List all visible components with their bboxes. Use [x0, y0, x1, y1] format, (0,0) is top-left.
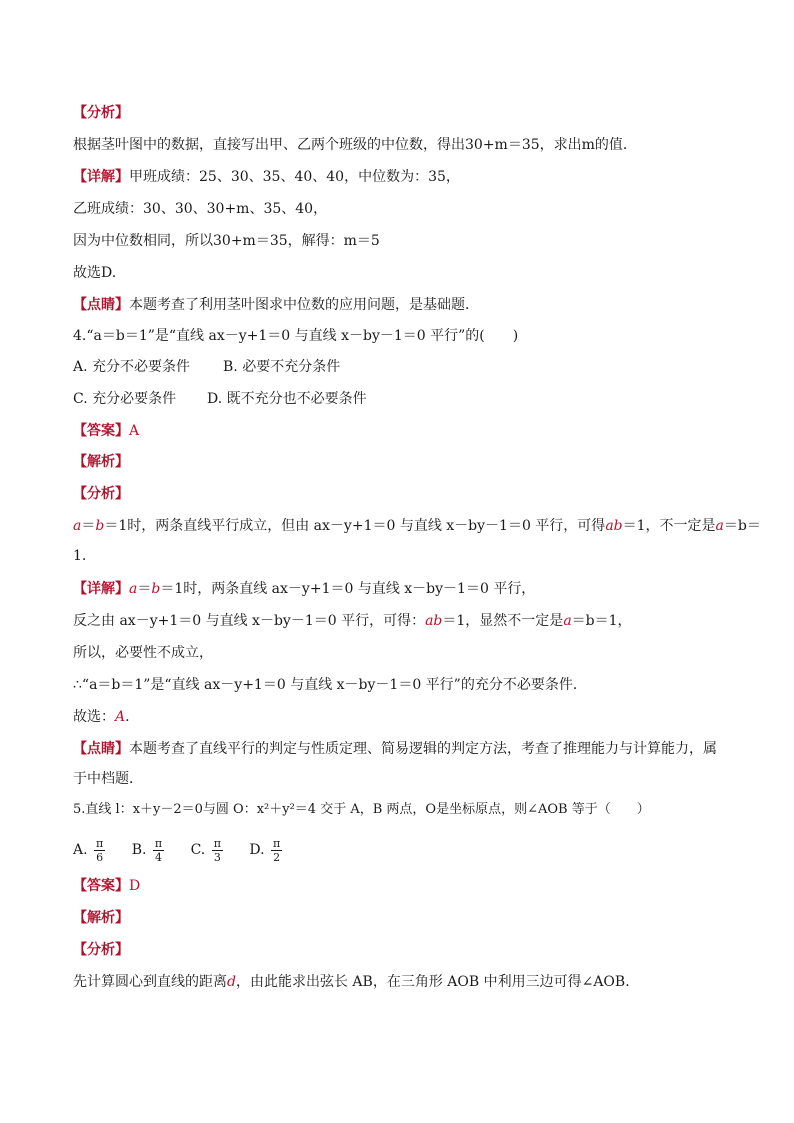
q4-detail-line-1 [73, 579, 535, 599]
q4-detail-line-4: ∴“a＝b＝1”是“直线 ax－y+1＝0 与直线 x－by－1＝0 平行”的充分不必要条件． [73, 677, 587, 693]
q5-stem: 5.直线 l：x＋y－2＝0与圆 O：x²＋y²＝4 交于 A，B 两点，O是坐标原点，则∠AOB 等于（ ） [73, 802, 650, 817]
fraction [153, 837, 164, 864]
detail-text-part: ＝b＝1， [571, 613, 632, 629]
q4-option-d: D. 既不充分也不必要条件 [207, 391, 367, 407]
q5-answer-tag: 【答案】 [73, 878, 129, 894]
fraction [271, 837, 282, 864]
var-a: a [715, 518, 724, 534]
detail-text-part: ＝1，显然不一定是 [442, 613, 564, 629]
detail-line-1 [73, 167, 460, 187]
fraction-denominator: 3 [213, 850, 221, 864]
q4-option-c: C. 充分必要条件 [73, 391, 177, 407]
var-a: a [563, 613, 572, 629]
analysis-text-part: ＝1时，两条直线平行成立，但由 ax－y+1＝0 与直线 x－by－1＝0 平行，可得 [104, 518, 606, 534]
var-b: b [95, 518, 105, 534]
q4-analysis-line-1 [73, 516, 761, 536]
fraction [94, 837, 105, 864]
detail-line-4: 故选D. [73, 265, 117, 281]
q5-answer-value: D [129, 878, 141, 894]
var-d: d [227, 974, 236, 990]
var-b: b [151, 581, 161, 597]
detail-line-3: 因为中位数相同，所以30+m＝35，解得：m＝5 [73, 233, 380, 249]
q4-comment-text: 本题考查了直线平行的判定与性质定理、简易逻辑的判定方法，考查了推理能力与计算能力，属 [129, 741, 717, 757]
q4-option-a: A. 充分不必要条件 [73, 359, 191, 375]
q5-option-a-label: A. [73, 842, 88, 858]
fraction-numerator: π [273, 836, 281, 850]
detail-text: 甲班成绩：25、30、35、40、40，中位数为：35， [129, 169, 460, 185]
q5-option-a [73, 836, 112, 864]
var-a: a [73, 518, 82, 534]
q4-detail-line-5 [73, 707, 130, 727]
var-ab: ab [605, 518, 623, 534]
analysis-text-part: ＝b＝ [723, 518, 761, 534]
q4-answer-tag: 【答案】 [73, 423, 129, 439]
q5-explanation-heading [73, 908, 129, 928]
comment-text: 本题考查了利用茎叶图求中位数的应用问题，是基础题． [129, 297, 479, 313]
q5-option-c [190, 836, 230, 864]
fraction-denominator: 4 [155, 850, 163, 864]
q4-comment-tag: 【点睛】 [73, 741, 129, 757]
q5-option-b [131, 836, 171, 864]
q4-detail-line-3: 所以，必要性不成立， [73, 645, 213, 661]
fraction-denominator: 2 [273, 850, 281, 864]
detail-text-part: . [125, 709, 130, 725]
q4-detail-line-2 [73, 611, 632, 631]
analysis-tag: 【分析】 [73, 105, 129, 121]
q5-options [73, 832, 284, 868]
q4-explanation-heading [73, 452, 129, 472]
q4-comment-line-2: 于中档题． [73, 771, 143, 787]
var-ab: ab [425, 613, 443, 629]
fraction-numerator: π [213, 836, 221, 850]
detail-tag: 【详解】 [73, 169, 129, 185]
q4-analysis-heading [73, 484, 129, 504]
q4-choice: A [115, 709, 126, 725]
q4-options-row-2 [73, 389, 377, 409]
q5-option-d [249, 836, 284, 864]
q5-analysis-heading [73, 940, 129, 960]
eq-sign: ＝ [137, 581, 152, 597]
analysis-text-part: ＝1，不一定是 [622, 518, 716, 534]
q4-option-b: B. 必要不充分条件 [223, 359, 341, 375]
q5-option-c-label: C. [190, 842, 206, 858]
fraction-denominator: 6 [96, 850, 104, 864]
var-a: a [129, 581, 138, 597]
q5-analysis-line [73, 972, 630, 992]
analysis-text-part: 先计算圆心到直线的距离 [73, 974, 227, 990]
q5-explanation-tag: 【解析】 [73, 910, 129, 926]
q4-options-row-1 [73, 357, 350, 377]
fraction [212, 837, 223, 864]
q4-comment-line-1 [73, 739, 717, 759]
analysis-text: 根据茎叶图中的数据，直接写出甲、乙两个班级的中位数，得出30+m＝35，求出m的值． [73, 137, 637, 153]
detail-text-part: 反之由 ax－y+1＝0 与直线 x－by－1＝0 平行，可得： [73, 613, 426, 629]
comment-line [73, 295, 479, 315]
detail-text-part: ＝1时，两条直线 ax－y+1＝0 与直线 x－by－1＝0 平行， [160, 581, 536, 597]
q4-detail-tag: 【详解】 [73, 581, 129, 597]
q5-option-d-label: D. [249, 842, 265, 858]
q5-option-b-label: B. [131, 842, 147, 858]
q5-answer [73, 876, 140, 896]
q4-stem: 4.“a＝b＝1”是“直线 ax－y+1＝0 与直线 x－by－1＝0 平行”的( ) [73, 328, 519, 344]
q4-answer-value: A [129, 423, 140, 439]
analysis-text-part: ，由此能求出弦长 AB，在三角形 AOB 中利用三边可得∠AOB. [235, 974, 630, 990]
detail-text-part: 故选： [73, 709, 115, 725]
q4-analysis-tag: 【分析】 [73, 486, 129, 502]
q4-answer [73, 421, 139, 441]
analysis-heading [73, 103, 129, 123]
detail-line-2: 乙班成绩：30、30、30+m、35、40， [73, 201, 328, 217]
fraction-numerator: π [96, 836, 104, 850]
comment-tag: 【点睛】 [73, 297, 129, 313]
q4-analysis-line-2: 1. [73, 548, 87, 564]
q5-analysis-tag: 【分析】 [73, 942, 129, 958]
q4-explanation-tag: 【解析】 [73, 454, 129, 470]
fraction-numerator: π [154, 836, 163, 850]
eq-sign: ＝ [81, 518, 96, 534]
